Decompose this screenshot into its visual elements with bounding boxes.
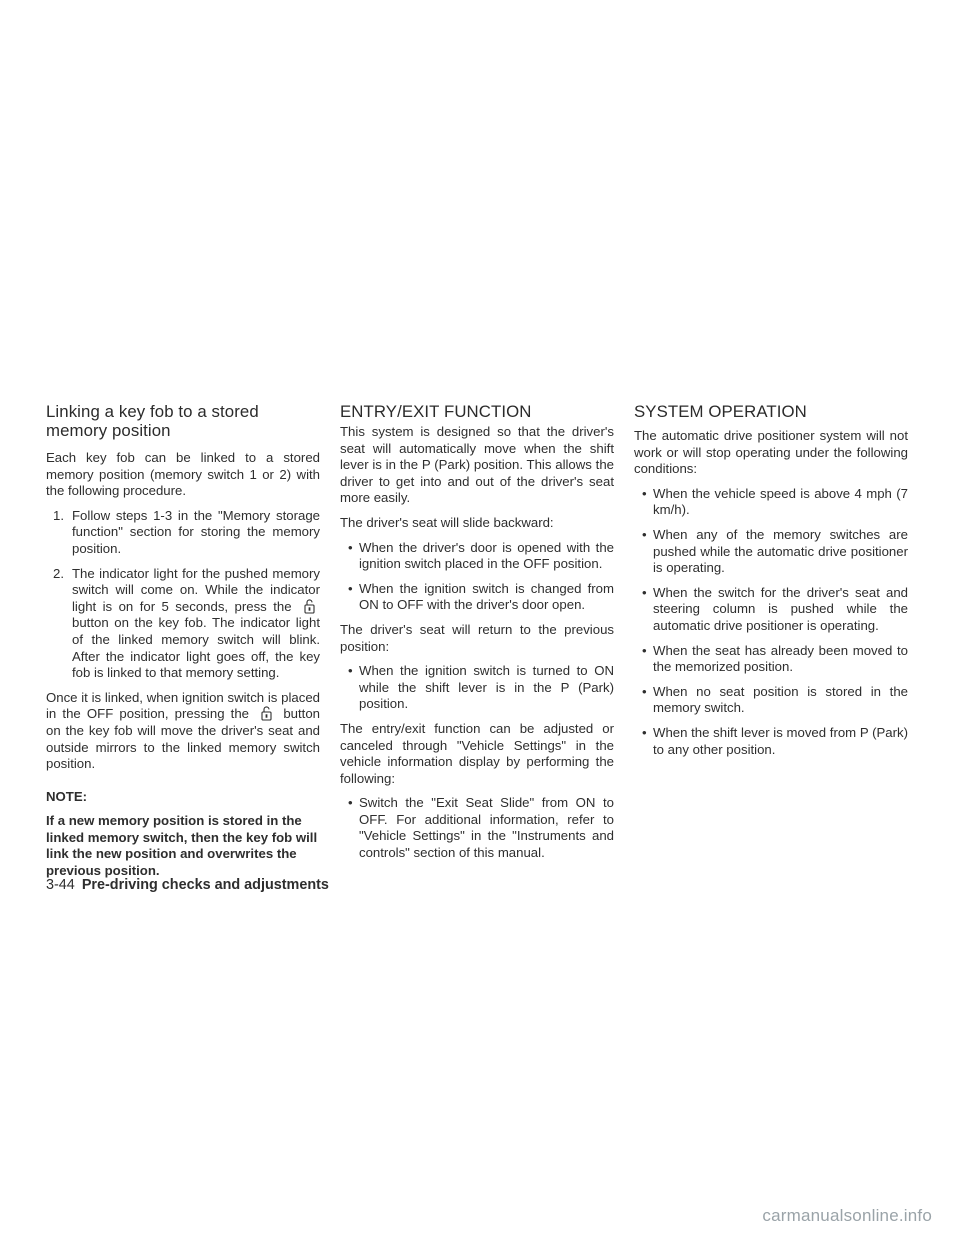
backward-list bbox=[340, 540, 614, 614]
unlock-icon bbox=[255, 706, 277, 720]
adjust-list bbox=[340, 795, 614, 861]
adjust-text: The entry/exit function can be adjusted or canceled through "Vehicle Settings" in the vehicle information display by performing the following: bbox=[340, 720, 614, 786]
list-item: • When the vehicle speed is above 4 mph (7 km/h). bbox=[642, 485, 908, 518]
list-item: • Switch the "Exit Seat Slide" from ON to OFF. For additional information, refer to "Vehicle Settings" in the "Instruments and controls" section of this manual. bbox=[348, 795, 614, 861]
footer-title: Pre-driving checks and adjustments bbox=[81, 877, 329, 893]
conditions-list bbox=[634, 486, 908, 758]
section-heading-entry-exit: ENTRY/EXIT FUNCTION bbox=[340, 402, 532, 421]
list-item: • When any of the memory switches are pushed while the automatic drive positioner is operating. bbox=[642, 526, 908, 576]
linking-intro: Each key fob can be linked to a stored memory position (memory switch 1 or 2) with the following procedure. bbox=[46, 450, 320, 499]
list-item: • When the shift lever is moved from P (Park) to any other position. bbox=[642, 724, 908, 757]
entry-exit-intro: This system is designed so that the driver's seat will automatically move when the shift lever is in the P (Park) position. This allows the driver to get into and out of the driver's seat more easily. bbox=[340, 424, 614, 506]
column-entry-exit bbox=[340, 402, 614, 870]
list-item: 1. Follow steps 1-3 in the "Memory storage function" section for storing the memory position. bbox=[53, 507, 320, 556]
note-label: NOTE: bbox=[46, 788, 88, 804]
return-list bbox=[340, 663, 614, 713]
watermark[interactable]: carmanualsonline.info bbox=[762, 1206, 932, 1225]
column-system-operation bbox=[634, 402, 908, 766]
unlock-icon bbox=[298, 599, 320, 613]
list-item: • When the driver's door is opened with the ignition switch placed in the OFF position. bbox=[348, 539, 614, 572]
note-text: If a new memory position is stored in the linked memory switch, then the key fob will link the new position and overwrites the previous position. bbox=[46, 813, 318, 879]
list-item: 2. The indicator light for the pushed memory switch will come on. While the indicator light is on for 5 seconds, press the button on the key fob. The indicator light of the linked memory switch will blink. After the indicator light goes off, the key fob is linked to that memory setting. bbox=[53, 565, 320, 681]
section-heading-system-operation: SYSTEM OPERATION bbox=[634, 402, 807, 421]
linking-paragraph: Once it is linked, when ignition switch is placed in the OFF position, pressing the button on the key fob will move the driver's seat and outside mirrors to the linked memory switch position. bbox=[46, 689, 320, 772]
section-heading-linking: Linking a key fob to a stored memory position bbox=[46, 402, 259, 440]
list-item: • When the switch for the driver's seat and steering column is pushed while the automatic drive positioner is operating. bbox=[642, 584, 908, 633]
page-number: 3-44 bbox=[46, 877, 75, 893]
list-item: • When the ignition switch is changed from ON to OFF with the driver's door open. bbox=[348, 580, 614, 613]
column-linking-key-fob bbox=[46, 402, 320, 888]
list-item: • When the ignition switch is turned to ON while the shift lever is in the P (Park) position. bbox=[348, 663, 614, 712]
linking-steps bbox=[46, 508, 320, 682]
list-item: • When no seat position is stored in the memory switch. bbox=[642, 683, 908, 716]
return-lead: The driver's seat will return to the previous position: bbox=[340, 621, 614, 654]
list-item: • When the seat has already been moved to the memorized position. bbox=[642, 642, 908, 675]
system-operation-intro: The automatic drive positioner system will not work or will stop operating under the following conditions: bbox=[634, 428, 908, 477]
backward-lead: The driver's seat will slide backward: bbox=[340, 514, 554, 530]
page-footer bbox=[46, 877, 329, 894]
